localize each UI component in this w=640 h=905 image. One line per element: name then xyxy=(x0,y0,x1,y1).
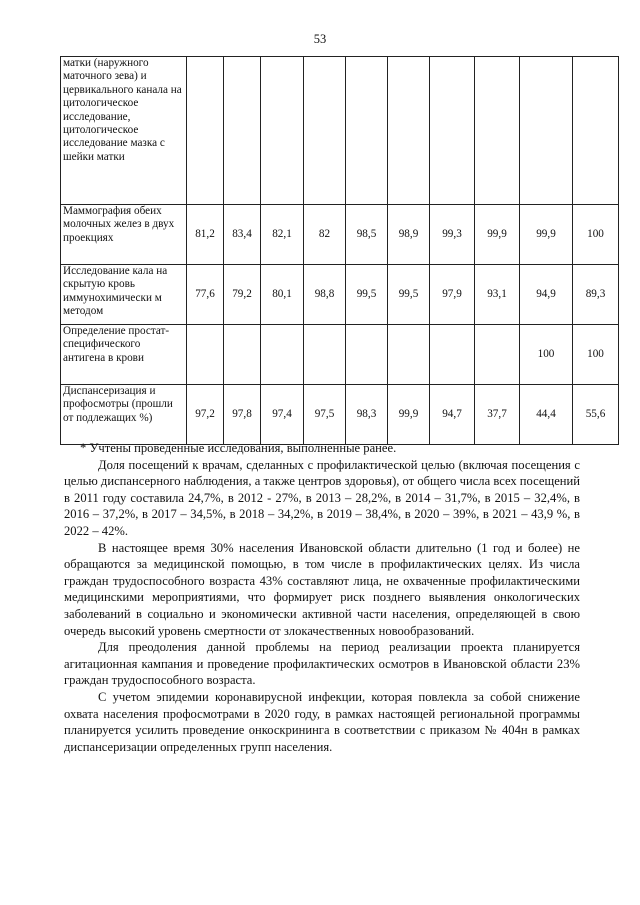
table-cell xyxy=(520,57,573,205)
paragraph: Для преодоления данной проблемы на период реализации проекта планируется агитационная кампания и проведение профилактических осмотров в Ивановской области 23% граждан трудоспособного возраста. xyxy=(64,640,580,688)
table-cell xyxy=(388,325,430,385)
page-number: 53 xyxy=(313,32,327,46)
table-cell: 99,9 xyxy=(520,205,573,265)
table-row xyxy=(61,57,619,205)
row-label: матки (наружного маточного зева) и цервикального канала на цитологическое исследование, цитологическое исследование мазка с шейки матки xyxy=(61,57,187,205)
table-cell: 44,4 xyxy=(520,385,573,445)
table-cell xyxy=(261,325,304,385)
table-cell xyxy=(187,57,224,205)
table-cell: 99,3 xyxy=(430,205,475,265)
table-cell xyxy=(224,57,261,205)
table-cell: 79,2 xyxy=(224,265,261,325)
paragraph: Доля посещений к врачам, сделанных с профилактической целью (включая посещения с целью диспансерного наблюдения, а также центров здоровья), от общего числа всех посещений в 2011 году составила 24,7%, в 2012 - 27%, в 2013 – 28,2%, в 2014 – 31,7%, в 2015 – 32,4%, в 2016 – 37,2%, в 2017 – 34,5%, в 2018 – 34,2%, в 2019 – 38,4%, в 2020 – 39%, в 2021 – 43,9 %, в 2022 – 42%. xyxy=(64,457,580,538)
table-cell: 98,5 xyxy=(346,205,388,265)
table-cell: 93,1 xyxy=(475,265,520,325)
table-cell: 98,8 xyxy=(304,265,346,325)
table-cell: 99,9 xyxy=(475,205,520,265)
table-cell: 37,7 xyxy=(475,385,520,445)
table-body xyxy=(61,57,619,445)
table-cell: 97,9 xyxy=(430,265,475,325)
table-row xyxy=(61,205,619,265)
table-cell: 55,6 xyxy=(573,385,619,445)
table-cell: 100 xyxy=(520,325,573,385)
table-cell xyxy=(430,325,475,385)
table-cell: 83,4 xyxy=(224,205,261,265)
table-cell xyxy=(475,325,520,385)
table-cell: 99,5 xyxy=(346,265,388,325)
table-cell xyxy=(187,325,224,385)
table-cell xyxy=(388,57,430,205)
screening-table xyxy=(60,56,619,445)
table-cell: 100 xyxy=(573,325,619,385)
table-cell xyxy=(346,57,388,205)
table-cell: 100 xyxy=(573,205,619,265)
table-cell xyxy=(224,325,261,385)
table-cell: 80,1 xyxy=(261,265,304,325)
row-label: Определение простат-специфического антигена в крови xyxy=(61,325,187,385)
table-cell: 77,6 xyxy=(187,265,224,325)
table-cell xyxy=(346,325,388,385)
table-cell: 99,5 xyxy=(388,265,430,325)
table-footnote: * Учтены проведенные исследования, выполненные ранее. xyxy=(80,441,397,455)
table-row xyxy=(61,325,619,385)
row-label: Исследование кала на скрытую кровь иммунохимически м методом xyxy=(61,265,187,325)
table-cell: 82 xyxy=(304,205,346,265)
table-cell: 97,2 xyxy=(187,385,224,445)
table-cell xyxy=(304,57,346,205)
table-row xyxy=(61,265,619,325)
table-cell: 89,3 xyxy=(573,265,619,325)
table-cell xyxy=(304,325,346,385)
table-cell: 97,8 xyxy=(224,385,261,445)
body-text xyxy=(64,440,580,755)
table-cell xyxy=(475,57,520,205)
table-cell xyxy=(430,57,475,205)
table-cell: 99,9 xyxy=(388,385,430,445)
table-cell xyxy=(261,57,304,205)
paragraph: В настоящее время 30% населения Ивановской области длительно (1 год и более) не обращаются за медицинской помощью, в том числе в профилактических целях. Из числа граждан трудоспособного возраста 43% составляют лица, не охваченные профилактическими медицинскими мероприятиями, что формирует риск позднего выявления онкологических заболеваний в социально и экономически активной части населения, определяющей в свою очередь высокий уровень смертности от злокачественных новообразований. xyxy=(64,540,580,638)
table-cell: 98,3 xyxy=(346,385,388,445)
table-cell: 81,2 xyxy=(187,205,224,265)
table-cell: 97,4 xyxy=(261,385,304,445)
table-cell: 94,7 xyxy=(430,385,475,445)
table-cell: 94,9 xyxy=(520,265,573,325)
row-label: Маммография обеих молочных желез в двух проекциях xyxy=(61,205,187,265)
table-row xyxy=(61,385,619,445)
table-cell: 82,1 xyxy=(261,205,304,265)
row-label: Диспансеризация и профосмотры (прошли от подлежащих %) xyxy=(61,385,187,445)
table-cell xyxy=(573,57,619,205)
table-cell: 98,9 xyxy=(388,205,430,265)
paragraph: С учетом эпидемии коронавирусной инфекции, которая повлекла за собой снижение охвата населения профосмотрами в 2020 году, в рамках настоящей региональной программы планируется усилить проведение онкоскрининга в соответствии с приказом № 404н в рамках диспансеризации определенных групп населения. xyxy=(64,689,580,754)
table-cell: 97,5 xyxy=(304,385,346,445)
